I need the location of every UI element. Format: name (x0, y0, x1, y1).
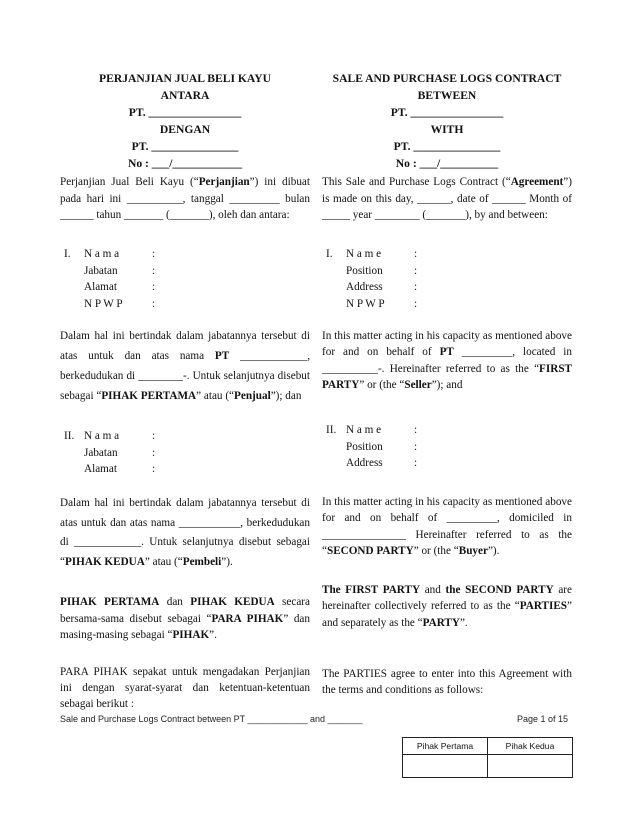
left-party-two-table: II. N a m a : Jabatan : Alamat : (60, 428, 310, 478)
field-label: Position (346, 440, 383, 453)
field-label: Alamat (84, 463, 117, 476)
party-number: II. (326, 424, 337, 436)
left-title-line: PT. ________________ (128, 106, 242, 119)
right-column-english (322, 70, 572, 697)
signature-header-first-party: Pihak Pertama (403, 738, 488, 755)
field-label: N a m e (346, 248, 382, 260)
left-title-line: ANTARA (160, 89, 210, 102)
footer-text: Sale and Purchase Logs Contract between PT ____________ and _______ (60, 714, 363, 724)
left-column-indonesian (60, 70, 310, 711)
party-number: II. (64, 430, 75, 442)
right-title-line: No : ___/__________ (395, 157, 499, 170)
field-label: N a m a (84, 430, 120, 442)
party-number: I. (326, 248, 333, 260)
party-number: I. (64, 248, 71, 260)
signature-cell-second-party (488, 755, 573, 778)
left-title-line: No : ___/____________ (127, 157, 242, 170)
right-parties-paragraph: The FIRST PARTY and the SECOND PARTY are hereinafter collectively referred to as the “PARTIES” and separately as the “PARTY”. (322, 584, 572, 629)
left-parties-paragraph: PIHAK PERTAMA dan PIHAK KEDUA secara bersama-sama disebut sebagai “PARA PIHAK” dan masing-masing sebagai “PIHAK”. (60, 596, 310, 641)
right-intro-paragraph: This Sale and Purchase Logs Contract (“Agreement”) is made on this day, ______, date of ______ Month of _____ year ________ (_______), by and between: (322, 176, 572, 222)
right-title-block (322, 70, 572, 170)
left-buyer-paragraph: Dalam hal ini bertindak dalam jabatannya tersebut di atas untuk dan atas nama ___________, berkedudukan di ____________. Untuk selanjutnya disebut sebagai “PIHAK KEDUA” atau (“Pembeli”). (60, 497, 310, 568)
field-label: N a m a (84, 248, 120, 260)
field-label: Address (346, 457, 383, 470)
signature-cell-first-party (403, 755, 488, 778)
right-title-line: PT. ________________ (390, 106, 504, 119)
left-title-line: PERJANJIAN JUAL BELI KAYU (99, 72, 271, 85)
left-title-line: PT. _______________ (131, 140, 239, 153)
signature-header-second-party: Pihak Kedua (488, 738, 573, 755)
page-number: Page 1 of 15 (516, 714, 568, 724)
field-label: N P W P (346, 297, 385, 310)
right-title-line: BETWEEN (417, 89, 477, 102)
field-label: Address (346, 281, 383, 294)
right-seller-paragraph: In this matter acting in his capacity as mentioned above for and on behalf of PT _________, located in __________-. Hereinafter referred to as the “FIRST PARTY” or (the “Seller”); and (322, 330, 572, 392)
field-label: N P W P (84, 297, 123, 310)
field-label: Jabatan (84, 446, 118, 459)
right-title-line: PT. _______________ (393, 140, 501, 153)
left-party-one-table: I. N a m a : Jabatan : Alamat : N P W P : (60, 246, 310, 312)
right-title-line: WITH (430, 123, 464, 136)
left-intro-paragraph: Perjanjian Jual Beli Kayu (“Perjanjian”) ini dibuat pada hari ini __________, tanggal _________ bulan ______ tahun _______ (_______), oleh dan antara: (60, 176, 310, 222)
left-agreement-paragraph: PARA PIHAK sepakat untuk mengadakan Perjanjian ini dengan syarat-syarat dan ketentuan-ketentuan sebagai berikut : (60, 666, 310, 711)
right-title-line: SALE AND PURCHASE LOGS CONTRACT (332, 72, 562, 85)
right-buyer-paragraph: In this matter acting in his capacity as mentioned above for and on behalf of _________, domiciled in _______________ Hereinafter referred to as the “SECOND PARTY” or (the “Buyer”). (322, 496, 572, 558)
left-title-block (60, 70, 310, 170)
page-footer (60, 714, 570, 724)
field-label: Position (346, 264, 383, 277)
right-agreement-paragraph: The PARTIES agree to enter into this Agreement with the terms and conditions as follows: (322, 668, 572, 697)
field-label: Alamat (84, 281, 117, 294)
right-party-two-table: II. N a m e : Position : Address : (322, 422, 572, 472)
left-seller-paragraph: Dalam hal ini bertindak dalam jabatannya tersebut di atas untuk dan atas nama PT ____________, berkedudukan di ________-. Untuk selanjutnya disebut sebagai “PIHAK PERTAMA” atau (“Penjual”); dan (60, 330, 310, 402)
field-label: N a m e (346, 424, 382, 436)
signature-initial-box (402, 737, 573, 778)
field-label: Jabatan (84, 264, 118, 277)
left-title-line: DENGAN (159, 123, 211, 136)
right-party-one-table: I. N a m e : Position : Address : N P W P : (322, 246, 572, 312)
